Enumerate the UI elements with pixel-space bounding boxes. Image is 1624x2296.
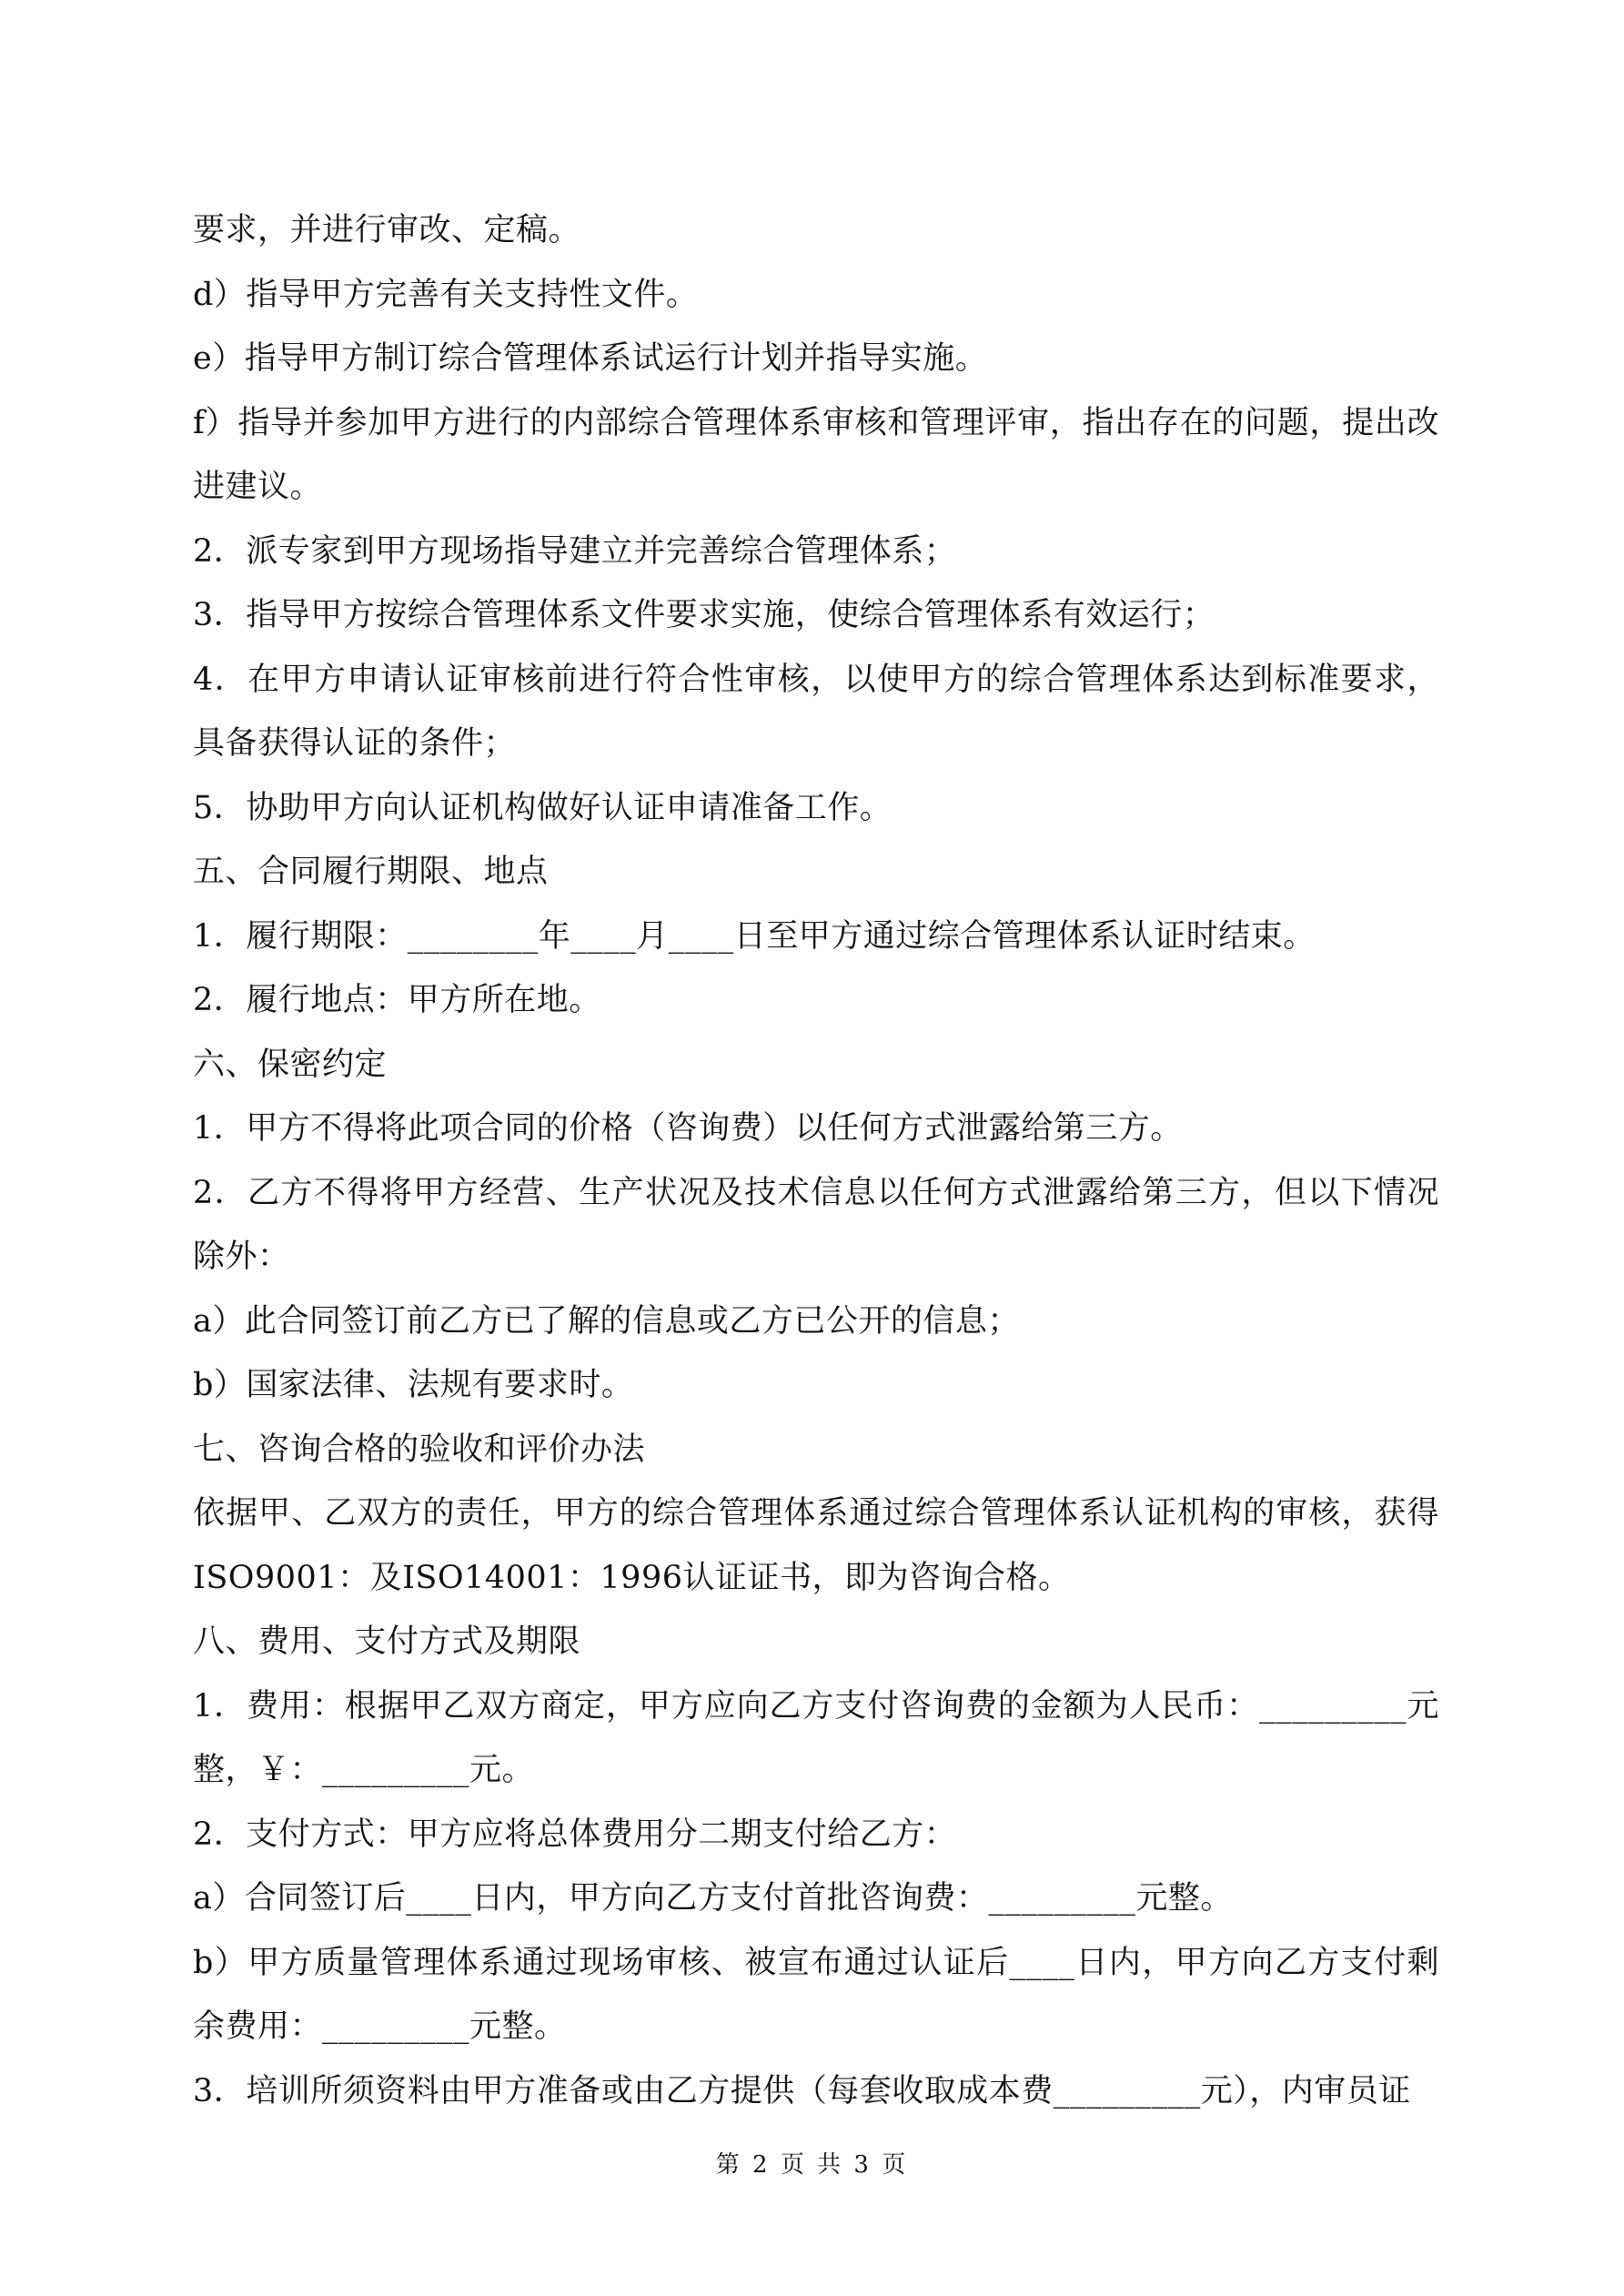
section-heading: 六、保密约定 — [193, 1046, 388, 1083]
paragraph: 2．履行地点：甲方所在地。 — [193, 982, 601, 1018]
paragraph: 1．履行期限：________年____月____日至甲方通过综合管理体系认证时结束。 — [193, 917, 1316, 955]
paragraph: 2．派专家到甲方现场指导建立并完善综合管理体系； — [193, 532, 957, 570]
paragraph: 2．乙方不得将甲方经营、生产状况及技术信息以任何方式泄露给第三方，但以下情况除外： — [193, 1174, 1439, 1275]
paragraph: 要求，并进行审改、定稿。 — [193, 212, 581, 248]
paragraph: a）此合同签订前乙方已了解的信息或乙方已公开的信息； — [193, 1302, 1020, 1340]
paragraph: 4．在甲方申请认证审核前进行符合性审核，以使甲方的综合管理体系达到标准要求，具备获得认证的条件； — [193, 661, 1439, 762]
paragraph: 2．支付方式：甲方应将总体费用分二期支付给乙方： — [193, 1816, 957, 1853]
paragraph: b）甲方质量管理体系通过现场审核、被宣布通过认证后____日内，甲方向乙方支付剩余费用：_________元整。 — [193, 1944, 1439, 2045]
section-heading: 五、合同履行期限、地点 — [193, 854, 549, 890]
section-heading: 八、费用、支付方式及期限 — [193, 1623, 581, 1660]
paragraph: d）指导甲方完善有关支持性文件。 — [193, 276, 699, 313]
paragraph: 5．协助甲方向认证机构做好认证申请准备工作。 — [193, 789, 893, 826]
paragraph: 3．培训所须资料由甲方准备或由乙方提供（每套收取成本费_________元），内审员证 — [193, 2072, 1411, 2109]
paragraph: f）指导并参加甲方进行的内部综合管理体系审核和管理评审，指出存在的问题，提出改进建议。 — [193, 404, 1439, 505]
paragraph: b）国家法律、法规有要求时。 — [193, 1367, 634, 1403]
paragraph: 3．指导甲方按综合管理体系文件要求实施，使综合管理体系有效运行； — [193, 597, 1215, 633]
paragraph: a）合同签订后____日内，甲方向乙方支付首批咨询费：_________元整。 — [193, 1880, 1233, 1917]
paragraph: e）指导甲方制订综合管理体系试运行计划并指导实施。 — [193, 340, 988, 377]
document-body — [193, 198, 1439, 2123]
paragraph: 1．费用：根据甲乙双方商定，甲方应向乙方支付咨询费的金额为人民币：_________元整，￥：_________元。 — [193, 1687, 1439, 1788]
paragraph: 1．甲方不得将此项合同的价格（咨询费）以任何方式泄露给第三方。 — [193, 1110, 1183, 1147]
paragraph: 依据甲、乙双方的责任，甲方的综合管理体系通过综合管理体系认证机构的审核，获得ISO9001：及ISO14001：1996认证证书，即为咨询合格。 — [193, 1495, 1439, 1596]
page-number-footer: 第 2 页 共 3 页 — [715, 2151, 909, 2179]
section-heading: 七、咨询合格的验收和评价办法 — [193, 1431, 646, 1468]
